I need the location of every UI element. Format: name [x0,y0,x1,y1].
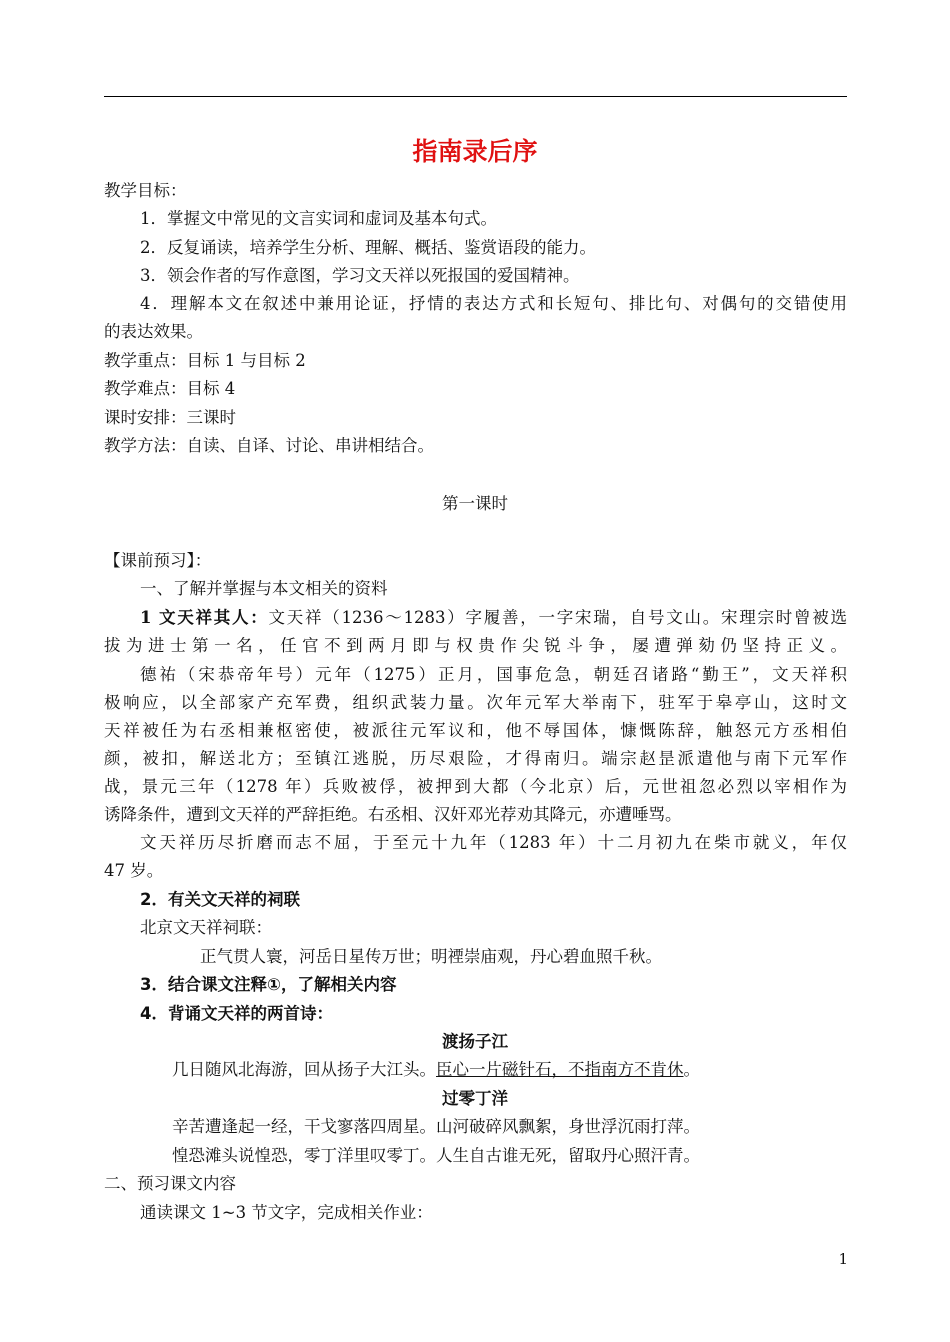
para3-line: 文天祥历尽折磨而志不屈，于至元十九年（1283 年）十二月初九在柴市就义，年仅 [140,833,847,852]
para2-line: 颜，被扣，解送北方；至镇江逃脱，历尽艰险，才得南归。端宗赵昰派遣他与南下元军作 [104,749,847,768]
lesson-heading: 第一课时 [442,494,508,513]
poem2-title: 过零丁洋 [442,1089,508,1108]
bio-line2: 拔为进士第一名，任官不到两月即与权贵作尖锐斗争，屡遭弹劾仍坚持正义。 [104,636,847,655]
goal-item: 3．领会作者的写作意图，学习文天祥以死报国的爱国精神。 [140,266,580,285]
poem1-line [172,1056,847,1084]
page-number: 1 [838,1250,848,1268]
section1-heading: 一、了解并掌握与本文相关的资料 [140,579,388,598]
poem1-line-end: 。 [683,1060,700,1079]
preview-heading: 【课前预习】： [104,551,212,570]
poem1-line-underlined: 臣心一片磁针石，不指南方不肯休 [436,1060,684,1079]
para2-line: 极响应，以全部家产充军费，组织武装力量。次年元军大举南下，驻军于皋亭山，这时文 [104,693,847,712]
key-points: 教学重点：目标 1 与目标 2 [104,351,306,370]
para3-line: 47 岁。 [104,861,164,880]
bio-label: 1 文天祥其人： [140,608,269,627]
item2-heading: 2．有关文天祥的祠联 [140,890,300,909]
section2-heading: 二、预习课文内容 [104,1174,236,1193]
poem2-line: 辛苦遭逢起一经，干戈寥落四周星。山河破碎风飘絮，身世浮沉雨打萍。 [172,1117,700,1136]
difficulty: 教学难点：目标 4 [104,379,236,398]
shrine-label: 北京文天祥祠联： [140,918,272,937]
para2-line: 德祐（宋恭帝年号）元年（1275）正月，国事危急，朝廷召诸路“勤王”，文天祥积 [140,665,847,684]
goal-item: 4．理解本文在叙述中兼用论证，抒情的表达方式和长短句、排比句、对偶句的交错使用 [140,294,847,313]
goal-item: 1．掌握文中常见的文言实词和虚词及基本句式。 [140,209,497,228]
header-rule [104,96,847,97]
section2-text: 通读课文 1~3 节文字，完成相关作业： [140,1203,433,1222]
item3-heading: 3．结合课文注释①，了解相关内容 [140,975,397,994]
bio-line1 [140,604,847,632]
teaching-method: 教学方法：自读、自译、讨论、串讲相结合。 [104,436,434,455]
para2-line: 诱降条件，遭到文天祥的严辞拒绝。右丞相、汉奸邓光荐劝其降元，亦遭唾骂。 [104,805,682,824]
shrine-couplet: 正气贯人寰，河岳日星传万世；明禋崇庙观，丹心碧血照千秋。 [200,947,662,966]
bio-text: 文天祥（1236～1283）字履善，一字宋瑞，自号文山。宋理宗时曾被选 [268,608,847,627]
poem2-line: 惶恐滩头说惶恐，零丁洋里叹零丁。人生自古谁无死，留取丹心照汗青。 [172,1146,700,1165]
poem1-title: 渡扬子江 [442,1032,508,1051]
goal-item: 2．反复诵读，培养学生分析、理解、概括、鉴赏语段的能力。 [140,238,596,257]
goal-item-continued: 的表达效果。 [104,322,203,341]
goals-heading: 教学目标： [104,181,187,200]
poem1-line-plain: 几日随风北海游，回从扬子大江头。 [172,1060,436,1079]
document-title: 指南录后序 [412,137,538,166]
item4-heading: 4．背诵文天祥的两首诗： [140,1004,333,1023]
schedule: 课时安排：三课时 [104,408,236,427]
para2-line: 战，景元三年（1278 年）兵败被俘，被押到大都（今北京）后，元世祖忽必烈以宰相作为 [104,777,847,796]
para2-line: 天祥被任为右丞相兼枢密使，被派往元军议和，他不辱国体，慷慨陈辞，触怒元方丞相伯 [104,721,847,740]
